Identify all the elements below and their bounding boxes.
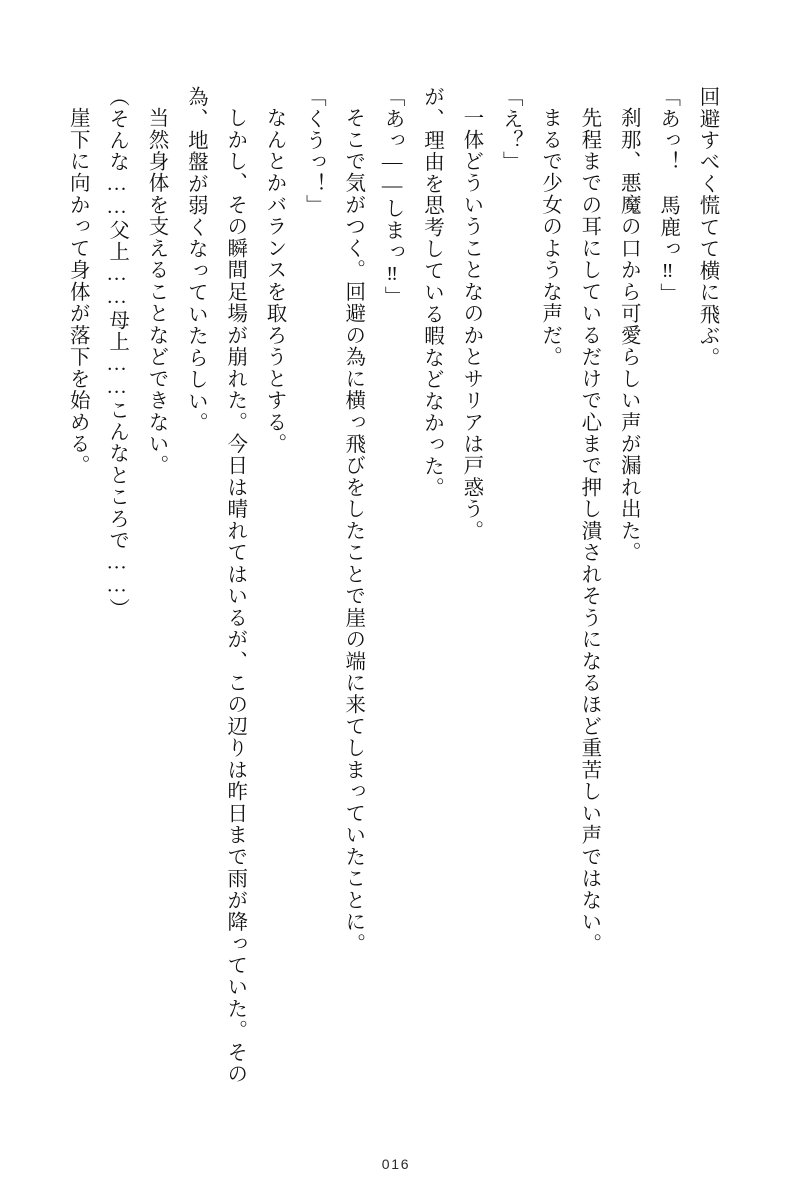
vertical-text-body (60, 86, 726, 1106)
paragraph: 回避すべく慌てて横に飛ぶ。 (696, 86, 718, 369)
paragraph: 先程までの耳にしているだけで心まで押し潰されそうになるほど重苦しい声ではない。 (577, 106, 600, 954)
paragraph: 「え？」 (499, 86, 522, 173)
paragraph: が、理由を思考している暇などなかった。 (420, 86, 443, 499)
paragraph: 刹那、悪魔の口から可愛らしい声が漏れ出た。 (617, 106, 640, 563)
paragraph: 当然身体を支えることなどできない。 (144, 106, 167, 476)
paragraph: なんとかバランスを取ろうとする。 (263, 106, 286, 455)
page-number: 016 (381, 1156, 411, 1172)
paragraph: まるで少女のような声だ。 (538, 106, 561, 368)
paragraph: しかし、その瞬間足場が崩れた。今日は晴れてはいるが、この辺りは昨日まで雨が降っていた。その為、地盤が弱くなっていたらしい。 (184, 86, 246, 1085)
paragraph: （そんな……父上……母上……こんなところで……） (105, 86, 128, 620)
paragraph: 「あっ――しまっ‼」 (381, 86, 404, 308)
paragraph: 「あっ！ 馬鹿っ‼」 (656, 86, 679, 305)
paragraph: 「くうっ！」 (302, 86, 325, 217)
paragraph: 崖下に向かって身体が落下を始める。 (66, 106, 89, 476)
paragraph: 一体どういうことなのかとサリアは戸惑う。 (459, 106, 482, 542)
paragraph: そこで気がつく。回避の為に横っ飛びをしたことで崖の端に来てしまっていたことに。 (341, 106, 364, 954)
